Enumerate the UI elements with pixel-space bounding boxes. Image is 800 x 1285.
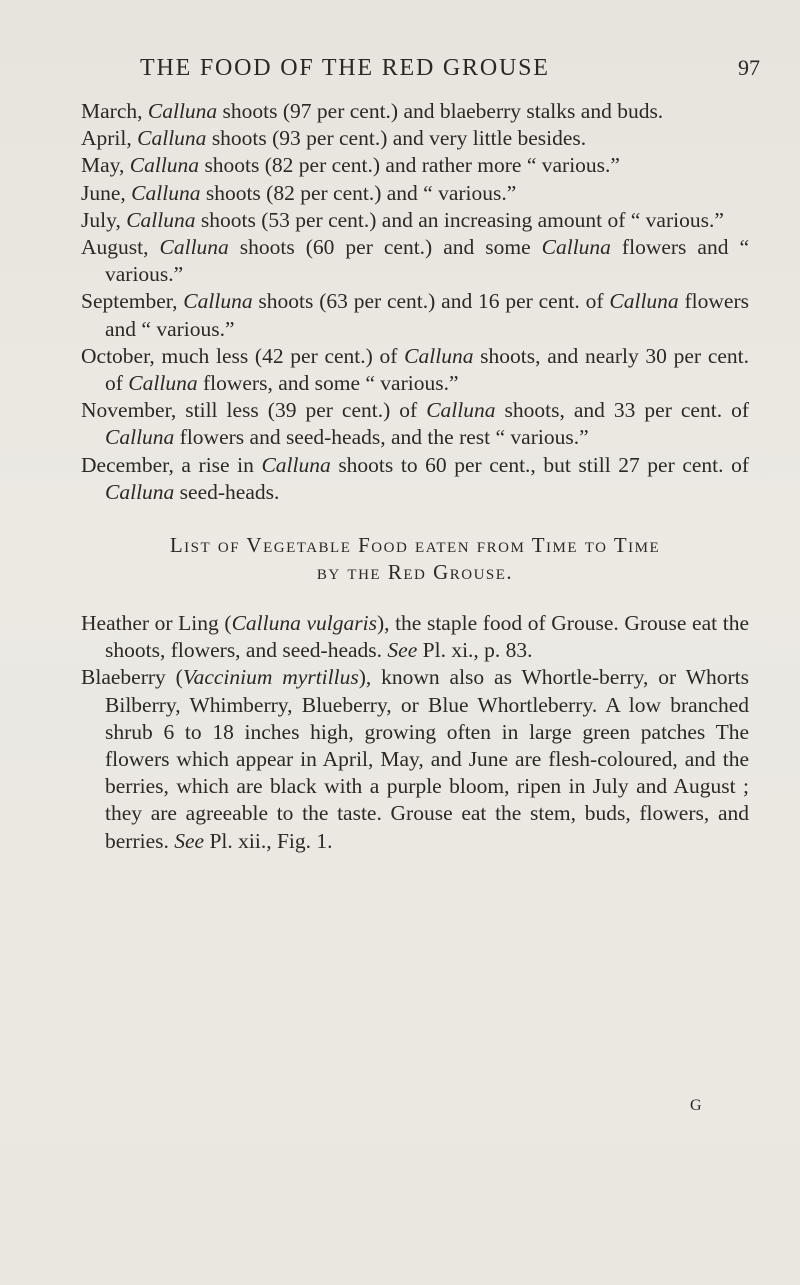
species-name: Calluna [541,235,611,260]
month-label: December, [81,452,174,477]
entry-text: shoots to 60 per cent., but still 27 per cent. of [330,452,749,477]
entry-text: shoots, and 33 per cent. of [495,398,749,423]
month-entry-may [81,152,749,179]
month-entry-april [81,125,749,152]
plant-description: ), known also as Whortle-berry, or Whorts Bilberry, Whimberry, Blueberry, or Blue Whortleberry. A low branched shrub 6 to 18 inches high, growing often in large green patches The flowers which appear in April, May, and June are flesh-coloured, and the berries, which are black with a purple bloom, ripen in July and August ; they are agreeable to the taste. Grouse eat the stem, buds, flowers, and berries. [105,665,749,853]
latin-name: Vaccinium myrtillus [182,665,359,690]
entry-text: a rise in [173,452,262,477]
signature-mark: G [690,1097,702,1114]
plant-name: Heather or Ling ( [81,611,232,636]
entry-text: flowers, and some “ various.” [197,371,459,396]
month-entry-october [81,343,749,397]
entry-text: shoots (60 per cent.) and some [228,235,542,260]
month-entry-march [81,98,749,125]
month-label: August, [81,235,149,260]
section-heading-line-1: List of Vegetable Food eaten from Time to Time [169,533,661,558]
species-name: Calluna [404,343,474,368]
section-heading [81,532,749,586]
month-entry-august [81,234,749,288]
latin-name: Calluna vulgaris [231,611,377,636]
month-label: October, [81,343,155,368]
plate-reference: Pl. xii., Fig. 1. [204,828,333,853]
entry-text: shoots (63 per cent.) and 16 per cent. of [252,289,610,314]
species-name: Calluna [159,235,229,260]
species-name: Calluna [131,180,201,205]
month-entry-july [81,207,749,234]
species-name: Calluna [105,479,175,504]
entry-text: flowers and “ various.” [105,289,749,341]
month-label: June, [81,180,126,205]
month-entry-november [81,397,749,451]
entry-text: still less (39 per cent.) of [176,398,427,423]
see-reference: See [174,828,205,853]
month-entry-september [81,288,749,342]
plate-reference: Pl. xi., p. 83. [417,638,533,663]
species-name: Calluna [126,207,196,232]
species-name: Calluna [147,99,218,123]
entry-text: flowers and “ various.” [105,235,749,287]
entry-text: flowers and seed-heads, and the rest “ various.” [174,425,589,450]
page-number: 97 [738,55,760,80]
plant-entry-heather [81,610,749,664]
species-name: Calluna [426,398,496,423]
entry-text: shoots (53 per cent.) and an increasing amount of “ various.” [195,207,724,232]
section-heading-line-2: by the Red Grouse. [316,560,514,585]
month-label: November, [81,398,177,423]
month-label: April, [81,126,132,151]
entry-text: shoots (82 per cent.) and “ various.” [200,180,517,205]
month-label: September, [81,289,178,314]
species-name: Calluna [105,425,175,450]
body-text [81,98,749,855]
entry-text: much less (42 per cent.) of [154,343,405,368]
running-title: THE FOOD OF THE RED GROUSE [140,55,550,81]
see-reference: See [387,638,418,663]
plant-description: ), the staple food of Grouse. Grouse eat the shoots, flowers, and seed-heads. [105,611,749,663]
month-entry-june [81,180,749,207]
species-name: Calluna [129,153,200,178]
month-label: March, [81,99,143,123]
entry-text: shoots (97 per cent.) and blaeberry stalks and buds. [217,99,664,123]
species-name: Calluna [609,289,679,314]
species-name: Calluna [183,289,253,314]
month-entry-december [81,452,749,506]
entry-text: seed-heads. [174,479,280,504]
month-label: May, [81,153,125,178]
species-name: Calluna [137,126,207,151]
species-name: Calluna [128,371,198,396]
entry-text: shoots (93 per cent.) and very little besides. [206,126,587,151]
species-name: Calluna [261,452,331,477]
entry-text: shoots, and nearly 30 per cent. of [105,343,749,396]
running-head [80,55,760,85]
month-label: July, [81,207,121,232]
plant-entry-blaeberry [81,664,749,854]
plant-name: Blaeberry ( [81,665,183,690]
entry-text: shoots (82 per cent.) and rather more “ various.” [199,153,620,178]
